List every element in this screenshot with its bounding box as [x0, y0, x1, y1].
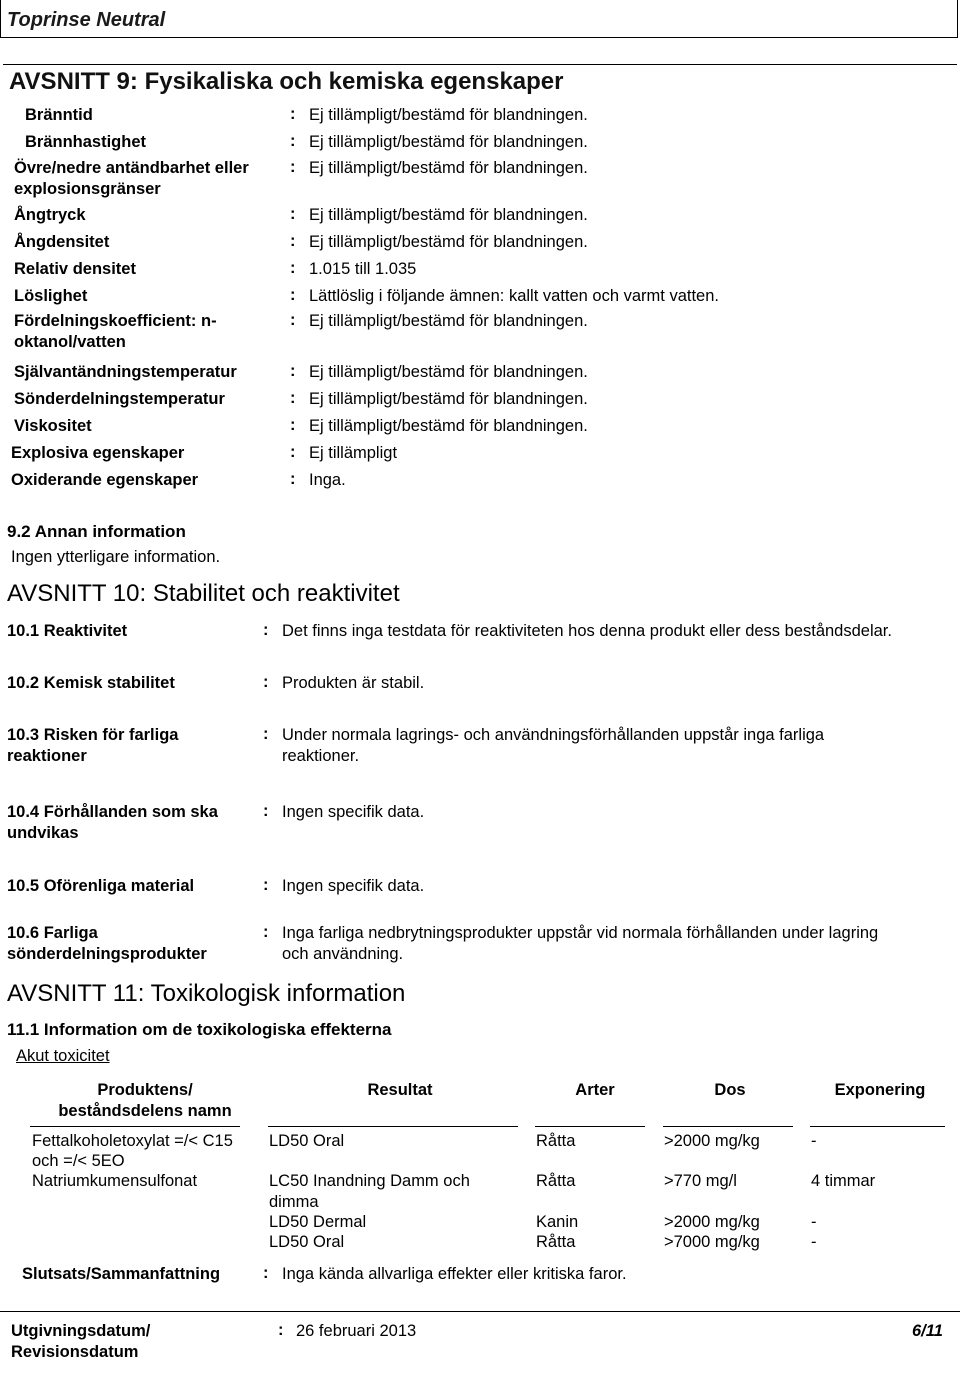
hazardous-reactions-value: Under normala lagrings- och användningsförhållanden uppstår inga farliga	[282, 726, 825, 744]
colon: :	[290, 470, 296, 488]
property-value: Ej tillämpligt/bestämd för blandningen.	[309, 312, 588, 330]
hazardous-reactions-value-line2: reaktioner.	[282, 747, 360, 765]
table-cell-species: Råtta	[536, 1233, 576, 1251]
incompatible-label: 10.5 Oförenliga material	[7, 877, 195, 895]
incompatible-value: Ingen specifik data.	[282, 877, 425, 895]
col-header-name-line2: beståndsdelens namn	[58, 1102, 232, 1120]
colon: :	[263, 923, 269, 941]
subsection-9-2-title: 9.2 Annan information	[7, 522, 186, 541]
subsection-11-1-title: 11.1 Information om de toxikologiska effekterna	[7, 1020, 392, 1039]
property-label: Ångtryck	[14, 206, 86, 224]
decomposition-value: Inga farliga nedbrytningsprodukter uppstår vid normala förhållanden under lagring	[282, 924, 879, 942]
stability-label: 10.2 Kemisk stabilitet	[7, 674, 175, 692]
property-label: Sönderdelningstemperatur	[14, 390, 225, 408]
header-rule	[268, 1126, 518, 1127]
table-cell-species: Kanin	[536, 1213, 579, 1231]
property-label: Fördelningskoefficient: n-	[14, 312, 217, 330]
conditions-avoid-label-line2: undvikas	[7, 824, 79, 842]
header-rule	[663, 1126, 793, 1127]
colon: :	[290, 416, 296, 434]
table-cell-dose: >7000 mg/kg	[664, 1233, 760, 1251]
table-cell-species: Råtta	[536, 1172, 576, 1190]
colon: :	[290, 362, 296, 380]
acute-toxicity-label: Akut toxicitet	[16, 1047, 110, 1065]
stability-value: Produkten är stabil.	[282, 674, 425, 692]
colon: :	[290, 259, 296, 277]
property-label: Löslighet	[14, 287, 88, 305]
colon: :	[263, 673, 269, 691]
decomposition-label: 10.6 Farliga	[7, 924, 98, 942]
property-value: Ej tillämpligt/bestämd för blandningen.	[309, 417, 588, 435]
hazardous-reactions-label: 10.3 Risken för farliga	[7, 726, 179, 744]
property-value: Ej tillämpligt/bestämd för blandningen.	[309, 363, 588, 381]
colon: :	[290, 443, 296, 461]
table-cell-name: Natriumkumensulfonat	[32, 1172, 198, 1190]
conclusion-label: Slutsats/Sammanfattning	[22, 1265, 221, 1283]
table-cell-exposure: -	[811, 1213, 817, 1231]
property-label-line2: oktanol/vatten	[14, 333, 126, 351]
property-label: Självantändningstemperatur	[14, 363, 237, 381]
property-label-line2: explosionsgränser	[14, 180, 161, 198]
header-rule	[30, 1126, 240, 1127]
property-value: Ej tillämpligt/bestämd för blandningen.	[309, 106, 588, 124]
table-cell-dose: >770 mg/l	[664, 1172, 737, 1190]
footer-date-label-line2: Revisionsdatum	[11, 1343, 139, 1361]
property-label: Brännhastighet	[25, 133, 147, 151]
table-cell-result: LD50 Dermal	[269, 1213, 367, 1231]
conclusion-value: Inga kända allvarliga effekter eller kritiska faror.	[282, 1265, 627, 1283]
reactivity-label: 10.1 Reaktivitet	[7, 622, 128, 640]
property-value: Ej tillämpligt/bestämd för blandningen.	[309, 390, 588, 408]
footer-date-label: Utgivningsdatum/	[11, 1322, 151, 1340]
table-cell-dose: >2000 mg/kg	[664, 1132, 760, 1150]
property-label: Ångdensitet	[14, 233, 110, 251]
property-value: Inga.	[309, 471, 346, 489]
table-cell-result: LC50 Inandning Damm och	[269, 1172, 470, 1190]
colon: :	[263, 1264, 269, 1282]
header-bar	[0, 0, 958, 38]
table-cell-result: LD50 Oral	[269, 1233, 345, 1251]
property-value: 1.015 till 1.035	[309, 260, 417, 278]
table-cell-result-line2: dimma	[269, 1193, 319, 1211]
subsection-9-2-text: Ingen ytterligare information.	[11, 548, 221, 566]
table-cell-exposure: 4 timmar	[811, 1172, 876, 1190]
product-title: Toprinse Neutral	[7, 9, 166, 31]
colon: :	[263, 876, 269, 894]
property-label: Viskositet	[14, 417, 92, 435]
property-value: Ej tillämpligt/bestämd för blandningen.	[309, 206, 588, 224]
table-cell-exposure: -	[811, 1233, 817, 1251]
table-cell-name: Fettalkoholetoxylat =/< C15	[32, 1132, 233, 1150]
property-value: Ej tillämpligt/bestämd för blandningen.	[309, 233, 588, 251]
colon: :	[263, 802, 269, 820]
colon: :	[290, 158, 296, 176]
conditions-avoid-label: 10.4 Förhållanden som ska	[7, 803, 218, 821]
table-cell-dose: >2000 mg/kg	[664, 1213, 760, 1231]
table-cell-species: Råtta	[536, 1132, 576, 1150]
conditions-avoid-value: Ingen specifik data.	[282, 803, 425, 821]
colon: :	[278, 1321, 284, 1339]
footer-date-value: 26 februari 2013	[296, 1322, 417, 1340]
colon: :	[290, 105, 296, 123]
colon: :	[263, 725, 269, 743]
decomposition-label-line2: sönderdelningsprodukter	[7, 945, 207, 963]
col-header-exposure: Exponering	[834, 1081, 926, 1099]
hazardous-reactions-label-line2: reaktioner	[7, 747, 87, 765]
property-label: Övre/nedre antändbarhet eller	[14, 159, 249, 177]
section-11-title: AVSNITT 11: Toxikologisk information	[7, 980, 406, 1007]
property-value: Ej tillämpligt	[309, 444, 398, 462]
colon: :	[290, 389, 296, 407]
section-10-title: AVSNITT 10: Stabilitet och reaktivitet	[7, 580, 400, 607]
section-9-title: AVSNITT 9: Fysikaliska och kemiska egenskaper	[9, 68, 564, 95]
colon: :	[290, 232, 296, 250]
colon: :	[290, 132, 296, 150]
property-value: Ej tillämpligt/bestämd för blandningen.	[309, 159, 588, 177]
page-number: 6/11	[912, 1322, 943, 1340]
table-cell-name-line2: och =/< 5EO	[32, 1152, 125, 1170]
colon: :	[290, 286, 296, 304]
property-label: Explosiva egenskaper	[11, 444, 185, 462]
col-header-dose: Dos	[714, 1081, 746, 1099]
col-header-species: Arter	[575, 1081, 615, 1099]
colon: :	[290, 311, 296, 329]
property-label: Bränntid	[25, 106, 93, 124]
header-rule	[535, 1126, 645, 1127]
property-value: Lättlöslig i följande ämnen: kallt vatten och varmt vatten.	[309, 287, 719, 305]
property-value: Ej tillämpligt/bestämd för blandningen.	[309, 133, 588, 151]
colon: :	[290, 205, 296, 223]
col-header-name: Produktens/	[97, 1081, 193, 1099]
footer-rule	[0, 1311, 960, 1312]
table-cell-exposure: -	[811, 1132, 817, 1150]
decomposition-value-line2: och användning.	[282, 945, 404, 963]
property-label: Oxiderande egenskaper	[11, 471, 199, 489]
table-cell-result: LD50 Oral	[269, 1132, 345, 1150]
col-header-result: Resultat	[367, 1081, 433, 1099]
reactivity-value: Det finns inga testdata för reaktiviteten hos denna produkt eller dess beståndsdelar.	[282, 622, 892, 640]
header-rule	[810, 1126, 945, 1127]
colon: :	[263, 621, 269, 639]
property-label: Relativ densitet	[14, 260, 136, 278]
